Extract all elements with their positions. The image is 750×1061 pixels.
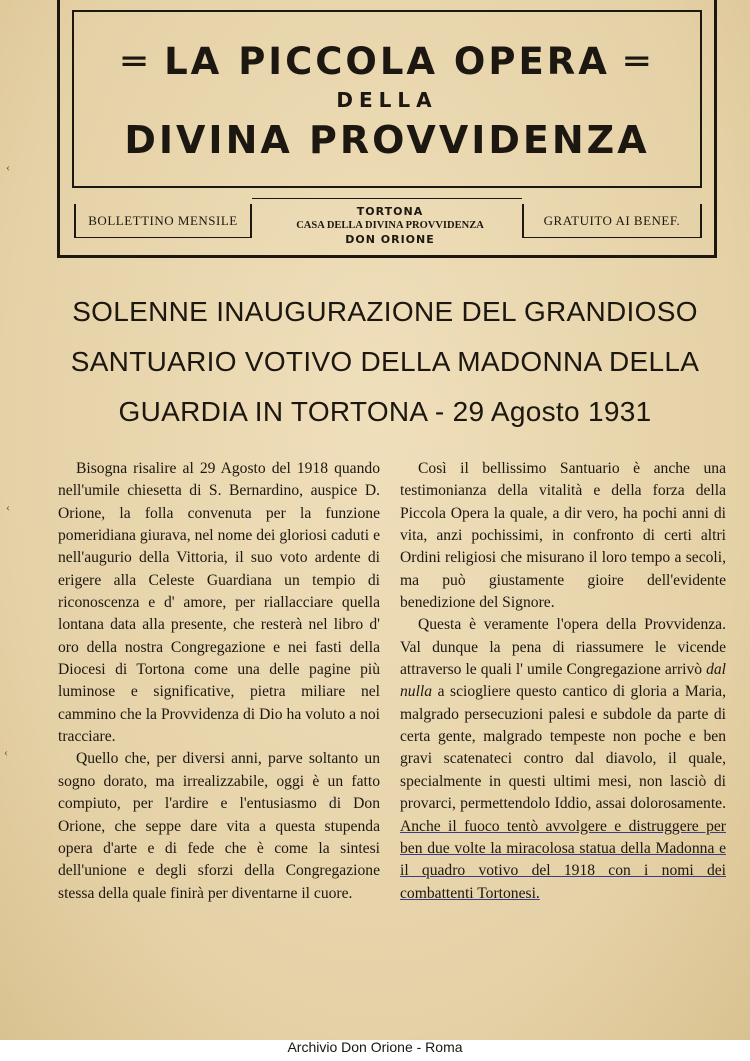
archive-credit: Archivio Don Orione - Roma (287, 1039, 463, 1055)
headline-line-2: SANTUARIO VOTIVO DELLA MADONNA DELLA (70, 346, 700, 377)
masthead-free-label: GRATUITO AI BENEF. (522, 204, 702, 238)
paragraph-text: Questa è veramente l'opera della Provvidenza. Val dunque la pena di riassumere le vicende attraverso le quali l' umile Congregazione arrivò (400, 616, 726, 679)
masthead-publisher (290, 205, 490, 247)
publisher-city: TORTONA (356, 205, 424, 218)
margin-mark: ‹ (4, 745, 8, 759)
article-column-right (400, 458, 726, 905)
masthead-title-main: DIVINA PROVVIDENZA (124, 118, 650, 162)
article-column-left (58, 458, 380, 905)
headline-line-3: GUARDIA IN TORTONA - 29 Agosto 1931 (118, 396, 652, 427)
italic-emphasis: dal nulla (400, 661, 726, 701)
masthead-title: ═ LA PICCOLA OPERA ═ (122, 40, 652, 83)
margin-mark: ‹ (6, 160, 10, 174)
underlined-passage: Anche il fuoco tentò avvolgere e distruggere per ben due volte la miracolosa statua della Madonna e il quadro votivo del 1918 con i nomi dei combattenti Tortonesi. (400, 817, 726, 902)
article-paragraph: Così il bellissimo Santuario è anche una testimonianza della vitalità e della forza della Piccola Opera la quale, a dir vero, ha pochi anni di vita, anzi pochissimi, in confronto di certi altri Ordini religiosi che misurano il loro tempo a secoli, ma può giustamente gioire dell'evidente benedizione del Signore. (400, 460, 726, 612)
headline-line-1: SOLENNE INAUGURAZIONE DEL GRANDIOSO (72, 296, 698, 327)
publisher-house: CASA DELLA DIVINA PROVVIDENZA (296, 220, 484, 231)
margin-mark: ‹ (6, 500, 10, 514)
masthead-rule (252, 198, 522, 199)
article-paragraph (400, 614, 726, 904)
article-paragraph: Bisogna risalire al 29 Agosto del 1918 quando nell'umile chiesetta di S. Bernardino, auspice D. Orione, la folla convenuta per la funzione pomeridiana giurava, nel nome dei gloriosi caduti e nell'augurio della Vittoria, il suo voto ardente di erigere alla Celeste Guardiana un tempio di riconoscenza e d' amore, per riallacciare quella lontana data alla presente, che resterà nel libro d' oro della nostra Congregazione e nei fasti della Diocesi di Tortona come una delle pagine più luminose e significative, pietra miliare nel cammino che la Provvidenza di Dio ha voluto a noi tracciare. (58, 460, 380, 746)
masthead-subtitle: DELLA (336, 88, 438, 112)
article-paragraph: Quello che, per diversi anni, parve soltanto un sogno dorato, ma irrealizzabile, oggi è un fatto compiuto, per l'ardire e l'entusiasmo di Don Orione, che seppe dare vita a questa stupenda opera d'arte e di fede che è come la sintesi dell'unione e degli sforzi della Congregazione stessa della quale finirà per diventarne il cuore. (58, 750, 380, 902)
publisher-name: DON ORIONE (345, 233, 435, 246)
paragraph-text: a sciogliere questo cantico di gloria a Maria, malgrado persecuzioni palesi e subdole da parte di certa gente, malgrado tempeste non poche e ben gravi scatenateci contro dal diavolo, il quale, specialmente in questi ultimi mesi, non lasciò di provarci, permettendolo Iddio, assai dolorosamente. (400, 683, 726, 813)
masthead-bulletin-label: BOLLETTINO MENSILE (74, 204, 252, 238)
